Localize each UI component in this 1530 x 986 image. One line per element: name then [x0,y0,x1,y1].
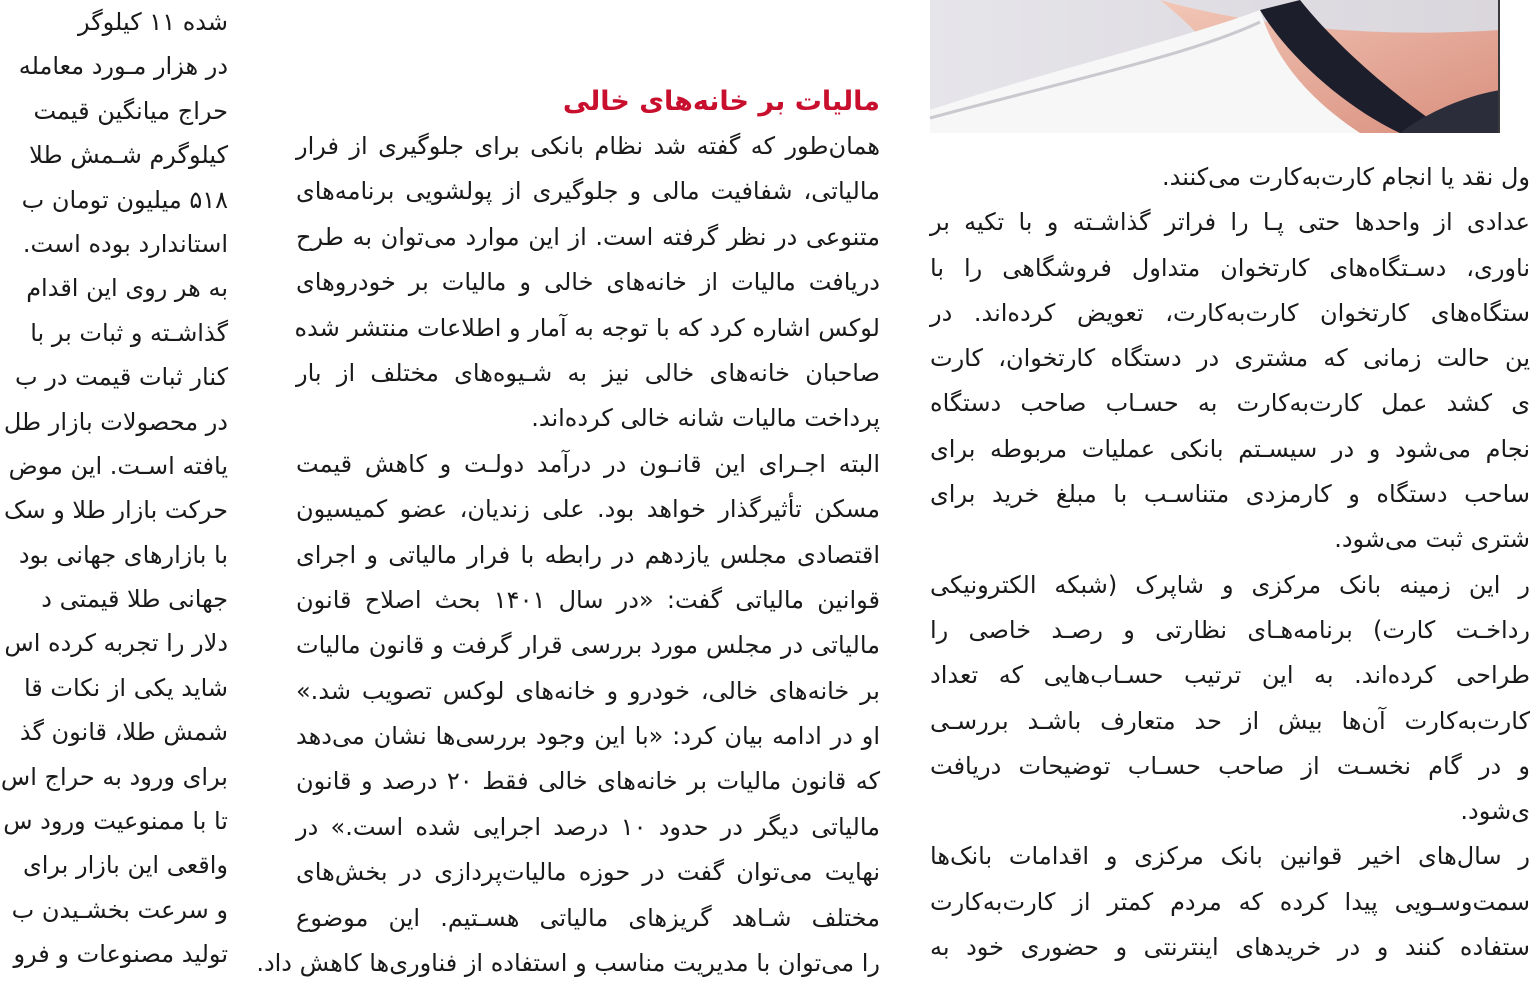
paragraph [930,200,1530,562]
text-line: را می‌توان با مدیریت مناسب و استفاده از فناوری‌ها کاهش داد. [256,949,880,978]
text-line: طراحی کرده‌اند. به این ترتیب حسـاب‌هایی که تعداد [930,661,1530,690]
article-photo [930,0,1500,133]
text-line: همان‌طور که گفته شد نظام بانکی برای جلوگیری از فرار [296,132,880,160]
text-line: شمش طلا، قانون گذ [19,718,228,747]
text-line: او در ادامه بیان کرد: «با این وجود بررسی‌ها نشان می‌دهد [296,722,880,751]
text-line: سمت‌وسـویی پیدا کرده که مردم کمتر از کارت‌به‌کارت [930,887,1530,916]
text-line: دریافت مالیات از خانه‌های خالی و مالیات بر خودروهای [296,268,880,297]
text-line: ستگاه‌های کارتخوان کارت‌به‌کارت، تعویض کرده‌اند. در [930,298,1530,327]
left-column-text [0,0,228,969]
text-line: قوانین مالیاتی گفت: «در سال ۱۴۰۱ بحث اصلاح قانون [296,585,880,614]
text-line: شاید یکی از نکات قا [23,673,228,702]
text-line: جهانی طلا قیمتی د [41,585,228,614]
text-line: شتری ثبت می‌شود. [1334,525,1530,554]
text-line: مالیاتی دیگر در حدود ۱۰ درصد اجرایی شده است.» در [296,812,880,841]
text-line: ساحب دستگاه و کارمزدی متناسـب با مبلغ خرید برای [930,480,1530,509]
text-line: کارت‌به‌کارت آن‌ها بیش از حد متعارف باشـد بررسـی [930,706,1530,735]
paragraph [930,563,1530,835]
text-line: مختلف شـاهد گریزهای مالیاتی هسـتیم. این موضوع [296,903,880,932]
text-line: اقتصادی مجلس یازدهم در رابطه با فرار مالیاتی و اجرای [296,540,880,569]
text-line: البته اجـرای این قانـون در درآمد دولـت و کاهش قیمت [296,449,880,478]
text-line: مالیاتی در مجلس مورد بررسی قرار گرفت و قانون مالیات [296,631,880,660]
right-column-text [930,155,1530,962]
text-line: ناوری، دسـتگاه‌های کارتخوان متداول فروشگاهی را با [930,253,1530,282]
text-line: ر سال‌های اخیر قوانین بانک مرکزی و اقدامات بانک‌ها [930,842,1530,871]
text-line: و سرعت بخشـیدن ب [11,895,228,924]
text-line: ین حالت زمانی که مشتری در دستگاه کارتخوان، کارت [930,344,1530,373]
text-line: کیلوگرم شـمش طلا [29,141,228,170]
text-line: نهایت می‌توان گفت در حوزه مالیات‌پردازی در بخش‌های [296,858,880,887]
text-line: عدادی از واحدها حتی پـا را فراتر گذاشـته و با تکیه بر [930,208,1530,237]
text-line: ول نقد یا انجام کارت‌به‌کارت می‌کنند. [1162,163,1530,191]
text-line: یافته اسـت. این موض [8,451,228,480]
section-title: مالیات بر خانه‌های خالی [562,86,880,117]
text-line: شده ۱۱ کیلوگر [77,8,228,36]
text-line: رداخـت کارت) برنامه‌هـای نظارتی و رصـد خاصی را [930,615,1530,644]
text-line: نجام می‌شود و در سیسـتم بانکی عملیات مربوطه برای [930,434,1530,463]
text-line: استاندارد بوده است. [22,229,228,258]
center-column-article [256,80,880,978]
text-line: دلار را تجربه کرده اس [4,629,228,658]
text-line: پرداخت مالیات شانه خالی کرده‌اند. [531,404,880,433]
text-line: ستفاده کنند و در خریدهای اینترنتی و حضوری خود به [930,933,1530,962]
text-line: واقعی این بازار برای [22,851,228,880]
text-line: حرکت بازار طلا و سک [3,496,228,525]
text-line: به هر روی این اقدام [26,274,228,303]
photo-shirt-collar-image [930,0,1500,133]
text-line: مسکن تأثیرگذار خواهد بود. علی زندیان، عضو کمیسیون [296,495,880,524]
text-line: صاحبان خانه‌های خالی نیز به شـیوه‌های مختلف از بار [296,358,880,387]
text-line: بر خانه‌های خالی، خودرو و خانه‌های لوکس تصویب شد.» [296,676,880,705]
text-line: مالیاتی، شفافیت مالی و جلوگیری از پولشویی برنامه‌های [296,177,880,206]
text-line: تا با ممنوعیت ورود س [3,807,228,836]
text-line: متنوعی در نظر گرفته است. از این موارد می‌توان به طرح [296,222,880,251]
paragraph [930,155,1530,200]
text-line: ی‌شود. [1460,797,1530,826]
text-line: لوکس اشاره کرد که با توجه به آمار و اطلاعات منتشر شده [294,313,880,342]
text-line: در محصولات بازار طل [3,407,228,436]
paragraph [296,124,880,442]
text-line: ی کشد عمل کارت‌به‌کارت به حسـاب صاحب دستگاه [930,389,1530,418]
text-line: در هزار مـورد معامله [18,52,228,81]
text-line: که قانون مالیات بر خانه‌های خالی فقط ۲۰ درصد و قانون [296,767,880,796]
text-line: گذاشـته و ثبات بر با [30,318,228,347]
text-line: برای ورود به حراج اس [0,762,228,791]
text-line: ر این زمینه بانک مرکزی و شاپرک (شبکه الکترونیکی [930,570,1530,599]
text-line: حراج میانگین قیمت [33,96,228,125]
paragraph [930,834,1530,970]
paragraph [256,442,880,986]
text-line: با بازارهای جهانی بود [18,540,228,569]
photo-border-line [1498,0,1500,133]
text-line: ۵۱۸ میلیون تومان ب [21,185,228,214]
text-line: کنار ثبات قیمت در ب [15,363,228,392]
text-line: و در گام نخسـت از صاحب حسـاب توضیحات دریافت [930,751,1530,780]
text-line: تولید مصنوعات و فرو [13,940,228,969]
